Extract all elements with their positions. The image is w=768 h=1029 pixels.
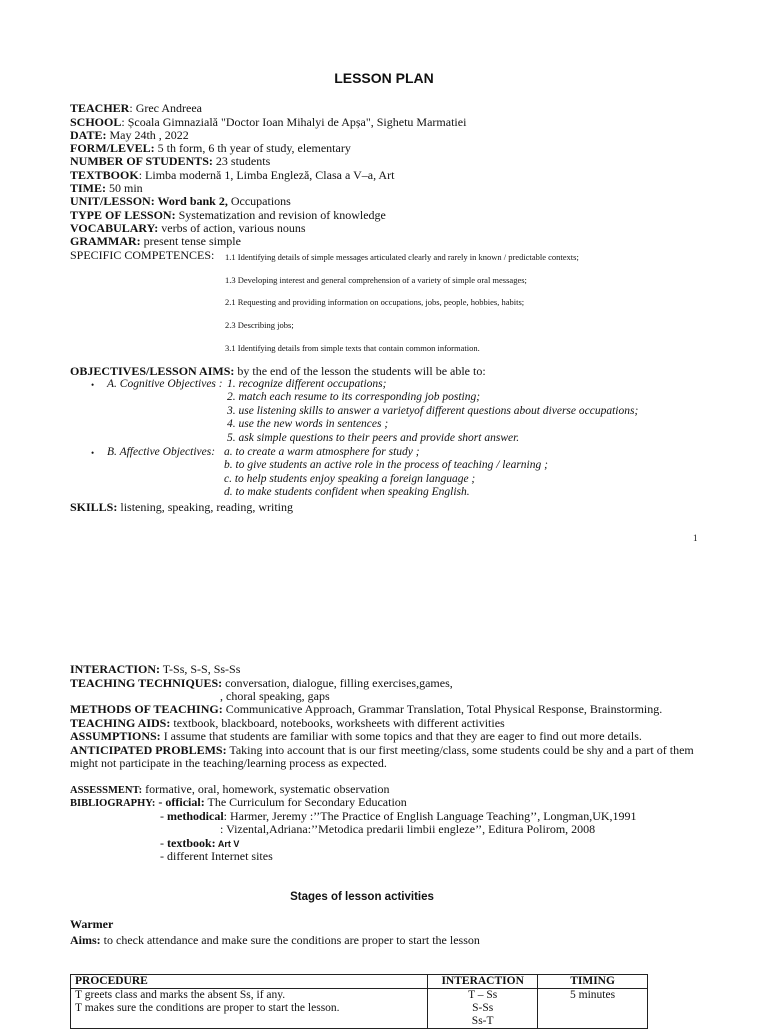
bibliography-methodical-continued: : Vizental,Adriana:’’Metodica predarii limbii engleze’’, Editura Polirom, 2008	[220, 822, 596, 836]
vocabulary-line: VOCABULARY: verbs of action, various nouns	[70, 221, 306, 235]
time-line: TIME: 50 min	[70, 181, 143, 195]
techniques-line: TEACHING TECHNIQUES: conversation, dialogue, filling exercises,games,	[70, 676, 453, 690]
methods-line: METHODS OF TEACHING: Communicative Approach, Grammar Translation, Total Physical Response, Brainstorming.	[70, 702, 663, 716]
cognitive-objective: 4. use the new words in sentences ;	[227, 418, 389, 430]
bibliography-methodical: - methodical: Harmer, Jeremy :’’The Practice of English Language Teaching’’, Longman,UK,1991	[160, 809, 637, 823]
cognitive-objectives-label: A. Cognitive Objectives :	[107, 378, 223, 390]
competences-label: SPECIFIC COMPETENCES:	[70, 248, 215, 262]
interaction-pattern: T – Ss	[468, 989, 498, 1001]
school-line: SCHOOL: Școala Gimnazială "Doctor Ioan Mihalyi de Apșa", Sighetu Marmatiei	[70, 115, 467, 129]
assumptions-line: ASSUMPTIONS: I assume that students are familiar with some topics and that they are eager to find out more details.	[70, 729, 642, 743]
interaction-pattern: Ss-T	[471, 1015, 494, 1027]
grammar-line: GRAMMAR: present tense simple	[70, 234, 241, 248]
page-title: LESSON PLAN	[334, 70, 434, 86]
stages-heading: Stages of lesson activities	[290, 891, 434, 903]
affective-objective: a. to create a warm atmosphere for study ;	[224, 446, 420, 458]
teacher-line: TEACHER: Grec Andreea	[70, 101, 202, 115]
affective-objectives-label: B. Affective Objectives:	[107, 446, 216, 458]
textbook-line: TEXTBOOK: Limba modernă 1, Limba Engleză, Clasa a V–a, Art	[70, 168, 395, 182]
assessment-line: ASSESSMENT: formative, oral, homework, systematic observation	[70, 782, 390, 796]
techniques-continued: , choral speaking, gaps	[220, 689, 330, 703]
cognitive-objective: 5. ask simple questions to their peers and provide short answer.	[227, 432, 520, 444]
procedure-table	[70, 974, 648, 1029]
cognitive-objective: 3. use listening skills to answer a varietyof different questions about diverse occupations;	[227, 405, 639, 417]
procedure-cell	[71, 989, 428, 1029]
interaction-line: INTERACTION: T-Ss, S-S, Ss-Ss	[70, 662, 241, 676]
affective-objective: d. to make students confident when speaking English.	[224, 486, 470, 498]
skills-line: SKILLS: listening, speaking, reading, writing	[70, 500, 293, 514]
bibliography-internet: - different Internet sites	[160, 849, 273, 863]
objectives-line: OBJECTIVES/LESSON AIMS: by the end of the lesson the students will be able to:	[70, 364, 486, 378]
problems-continued: might not participate in the teaching/learning process as expected.	[70, 756, 387, 770]
bullet-icon: •	[91, 380, 95, 390]
column-header-procedure: PROCEDURE	[71, 975, 428, 989]
competence-item: 1.1 Identifying details of simple messages articulated clearly and rarely in known / predictable contexts;	[225, 252, 579, 262]
affective-objective: c. to help students enjoy speaking a foreign language ;	[224, 473, 476, 485]
warmer-aims: Aims: to check attendance and make sure the conditions are proper to start the lesson	[70, 933, 480, 947]
students-line: NUMBER OF STUDENTS: 23 students	[70, 154, 271, 168]
affective-objective: b. to give students an active role in the process of teaching / learning ;	[224, 459, 548, 471]
unit-lesson-line: UNIT/LESSON: Word bank 2, Occupations	[70, 194, 291, 208]
problems-line: ANTICIPATED PROBLEMS: Taking into account that is our first meeting/class, some students could be shy and a part of them	[70, 743, 694, 757]
cognitive-objective: 1. recognize different occupations;	[227, 378, 387, 390]
bullet-icon: •	[91, 448, 95, 458]
competence-item: 2.3 Describing jobs;	[225, 320, 294, 330]
column-header-interaction: INTERACTION	[428, 975, 538, 989]
procedure-step: T greets class and marks the absent Ss, if any.	[75, 989, 286, 1001]
timing-cell: 5 minutes	[538, 989, 648, 1029]
competence-item: 1.3 Developing interest and general comprehension of a variety of simple oral messages;	[225, 275, 527, 285]
lesson-type-line: TYPE OF LESSON: Systematization and revision of knowledge	[70, 208, 386, 222]
aids-line: TEACHING AIDS: textbook, blackboard, notebooks, worksheets with different activities	[70, 716, 505, 730]
table-header-row	[71, 975, 648, 989]
procedure-step: T makes sure the conditions are proper to start the lesson.	[75, 1002, 340, 1014]
competence-item: 2.1 Requesting and providing information on occupations, jobs, people, hobbies, habits;	[225, 297, 525, 307]
table-row	[71, 989, 648, 1029]
cognitive-objective: 2. match each resume to its corresponding job posting;	[227, 391, 481, 403]
form-level-line: FORM/LEVEL: 5 th form, 6 th year of study, elementary	[70, 141, 351, 155]
warmer-heading: Warmer	[70, 917, 114, 931]
page-number: 1	[693, 533, 698, 543]
interaction-pattern: S-Ss	[472, 1002, 494, 1014]
bibliography-line: BIBLIOGRAPHY: - official: The Curriculum for Secondary Education	[70, 795, 407, 809]
date-line: DATE: May 24th , 2022	[70, 128, 189, 142]
bibliography-textbook: - textbook: Art V	[160, 836, 240, 850]
interaction-cell	[428, 989, 538, 1029]
competence-item: 3.1 Identifying details from simple texts that contain common information.	[225, 343, 480, 353]
column-header-timing: TIMING	[538, 975, 648, 989]
